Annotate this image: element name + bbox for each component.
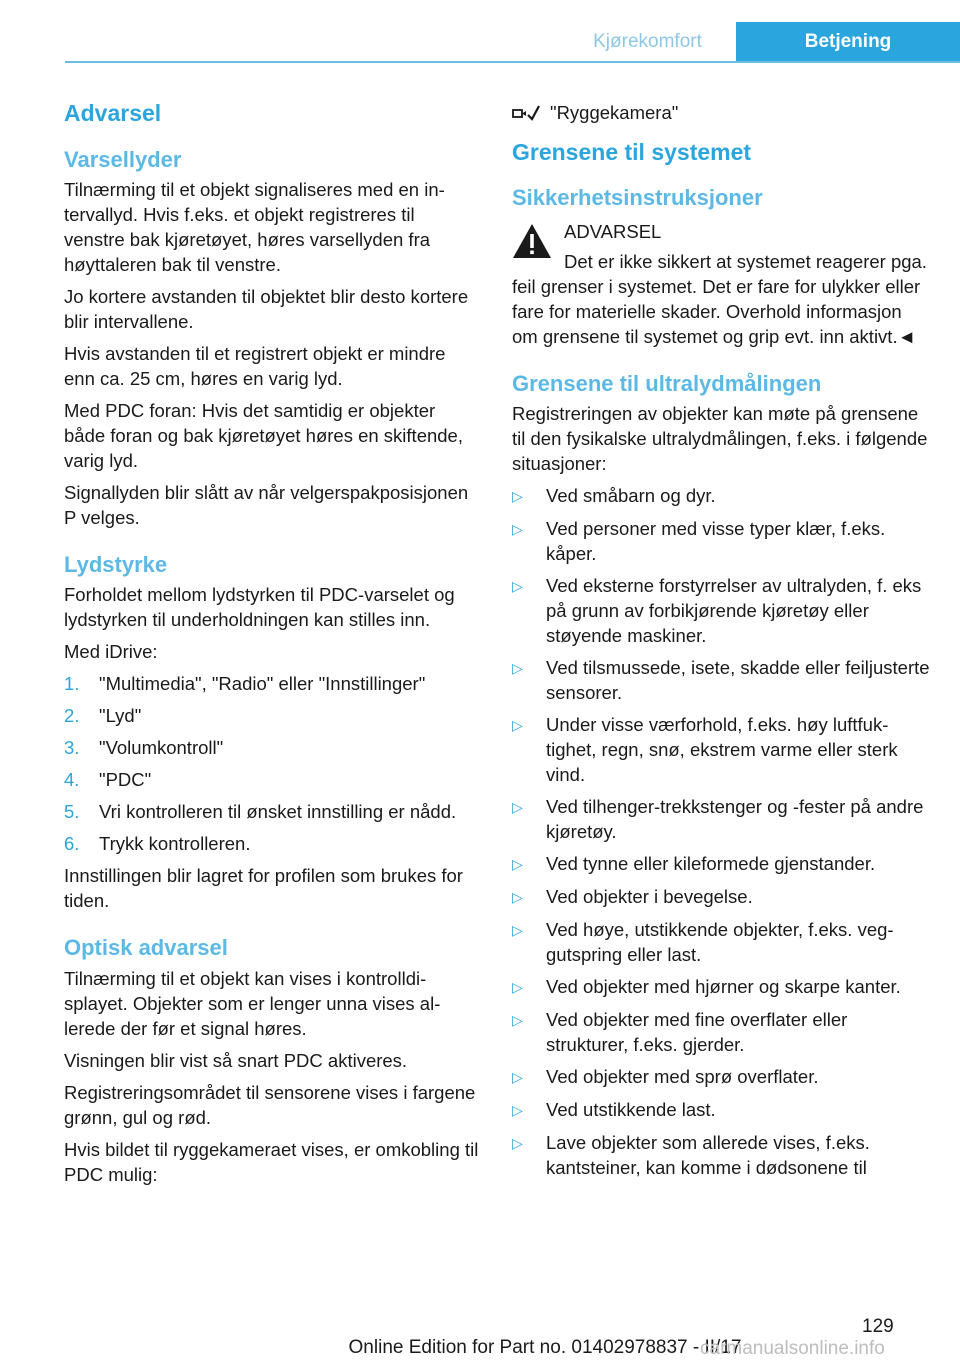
bullet-triangle-icon: ▷ [512,660,523,677]
edition-footer: Online Edition for Part no. 01402978837 - II/17 [348,1337,742,1358]
bullet-triangle-icon: ▷ [512,521,523,538]
paragraph: Signallyden blir slått av når velgerspakposisjonen P velges. [64,481,469,528]
step-item [64,831,479,856]
heading-safety: Sikkerhetsinstruksjoner [512,184,763,210]
list-item [512,655,932,705]
list-item-text: Lave objekter som allerede vises, f.eks. kantsteiner, kan komme i dødsonene til [546,1132,870,1179]
limitations-list [512,483,932,1180]
paragraph: Tilnærming til et objekt signaliseres med en intervallyd. Hvis f.eks. et objekt registreres til venstre bak kjøretøyet, høres varsellyden fra høyttaleren bak til venstre. [64,178,445,275]
step-text: "Volumkontroll" [99,737,224,759]
section-title-limits: Grensene til systemet [512,139,752,165]
paragraph: Med iDrive: [64,641,158,663]
bullet-triangle-icon: ▷ [512,1069,523,1086]
heading-ultrasonic-limits: Grensene til ultralydmålingen [512,370,822,396]
heading-lydstyrke: Lydstyrke [64,551,168,577]
step-item [64,703,479,728]
step-text: Trykk kontrolleren. [99,833,251,855]
section-tab[interactable]: Kjørekomfort [559,22,736,62]
step-item [64,799,479,824]
bullet-triangle-icon: ▷ [512,1135,523,1152]
paragraph: Registreringen av objekter kan møte på grensene til den fysikalske ultralydmålingen, f.eks. i følgende situasjoner: [512,403,928,475]
bullet-triangle-icon: ▷ [512,578,523,595]
list-item [512,974,932,1000]
list-item-text: Ved eksterne forstyrrelser av ultralyden, f. eks på grunn av forbikjørende kjøretøy eller støyende maskiner. [546,575,922,647]
step-number: 1. [64,673,80,695]
step-number: 6. [64,833,80,855]
paragraph: Tilnærming til et objekt kan vises i kontrolldisplayet. Objekter som er lenger unna vises allerede der før et signal høres. [64,967,441,1039]
step-text: "Multimedia", "Radio" eller "Innstillinger" [99,673,426,695]
list-item [512,573,932,648]
bullet-triangle-icon: ▷ [512,799,523,816]
idrive-steps [64,671,479,856]
list-item-text: Under visse værforhold, f.eks. høy luftfuktighet, regn, snø, ekstrem varme eller sterk vind. [546,714,898,786]
paragraph: Med PDC foran: Hvis det samtidig er objekter både foran og bak kjøretøyet høres en skiftende, varig lyd. [64,399,463,471]
header-divider [65,61,960,63]
paragraph: Hvis avstanden til et registrert objekt er mindre enn ca. 25 cm, høres en varig lyd. [64,342,446,389]
rear-camera-icon [512,102,540,124]
right-column [512,100,932,1187]
list-item-text: Ved objekter med fine overflater eller strukturer, f.eks. gjerder. [546,1009,848,1056]
list-item [512,516,932,566]
step-number: 5. [64,801,80,823]
paragraph: Visningen blir vist så snart PDC aktiveres. [64,1049,408,1071]
list-item-text: Ved utstikkende last. [546,1099,716,1121]
list-item [512,1097,932,1123]
bullet-triangle-icon: ▷ [512,717,523,734]
list-item-text: Ved objekter i bevegelse. [546,886,753,908]
list-item [512,483,932,509]
list-item [512,1064,932,1090]
step-item [64,767,479,792]
paragraph: Jo kortere avstanden til objektet blir desto kortere blir intervallene. [64,285,469,332]
warning-block [512,219,932,349]
paragraph: Innstillingen blir lagret for profilen som brukes for tiden. [64,865,463,912]
watermark: carmanualsonline.info [700,1338,885,1359]
section-title-advarsel: Advarsel [64,100,162,126]
step-number: 3. [64,737,80,759]
step-item [64,671,479,696]
rear-camera-option[interactable] [512,100,932,125]
list-item [512,851,932,877]
list-item-text: Ved høye, utstikkende objekter, f.eks. veggutspring eller last. [546,919,894,966]
list-item [512,712,932,787]
bullet-triangle-icon: ▷ [512,889,523,906]
page-number: 129 [862,1316,894,1337]
step-text: "PDC" [99,769,152,791]
paragraph: Forholdet mellom lydstyrken til PDC-varselet og lydstyrken til underholdningen kan stilles inn. [64,584,455,631]
heading-optisk-advarsel: Optisk advarsel [64,935,228,961]
step-number: 2. [64,705,80,727]
step-item [64,735,479,760]
bullet-triangle-icon: ▷ [512,488,523,505]
list-item [512,917,932,967]
step-text: "Lyd" [99,705,142,727]
list-item-text: Ved småbarn og dyr. [546,485,716,507]
page-header [559,22,960,62]
heading-varsellyder: Varsellyder [64,146,182,172]
bullet-triangle-icon: ▷ [512,979,523,996]
list-item [512,1007,932,1057]
bullet-triangle-icon: ▷ [512,1102,523,1119]
list-item [512,884,932,910]
list-item-text: Ved objekter med hjørner og skarpe kanter. [546,976,901,998]
rear-camera-label: "Ryggekamera" [550,102,679,123]
list-item [512,794,932,844]
step-number: 4. [64,769,80,791]
list-item-text: Ved objekter med sprø overflater. [546,1066,819,1088]
bullet-triangle-icon: ▷ [512,922,523,939]
list-item-text: Ved tilsmussede, isete, skadde eller feiljusterte sensorer. [546,657,930,704]
list-item-text: Ved personer med visse typer klær, f.eks. kåper. [546,518,886,565]
list-item-text: Ved tynne eller kileformede gjenstander. [546,853,876,875]
warning-label: ADVARSEL [564,220,662,242]
step-text: Vri kontrolleren til ønsket innstilling er nådd. [99,801,457,823]
warning-text: Det er ikke sikkert at systemet reagerer pga. feil grenser i systemet. Det er fare for ulykker eller fare for materielle skader. Overhold informasjon om grensene til systemet og grip evt. inn aktivt.◄ [512,250,927,347]
list-item [512,1130,932,1180]
paragraph: Registreringsområdet til sensorene vises i fargene grønn, gul og rød. [64,1081,476,1128]
chapter-tab[interactable]: Betjening [736,22,960,62]
bullet-triangle-icon: ▷ [512,1012,523,1029]
paragraph: Hvis bildet til ryggekameraet vises, er omkobling til PDC mulig: [64,1138,479,1185]
list-item-text: Ved tilhenger-trekkstenger og -fester på andre kjøretøy. [546,796,924,843]
bullet-triangle-icon: ▷ [512,856,523,873]
left-column [64,100,479,1194]
warning-triangle-icon [512,223,552,259]
